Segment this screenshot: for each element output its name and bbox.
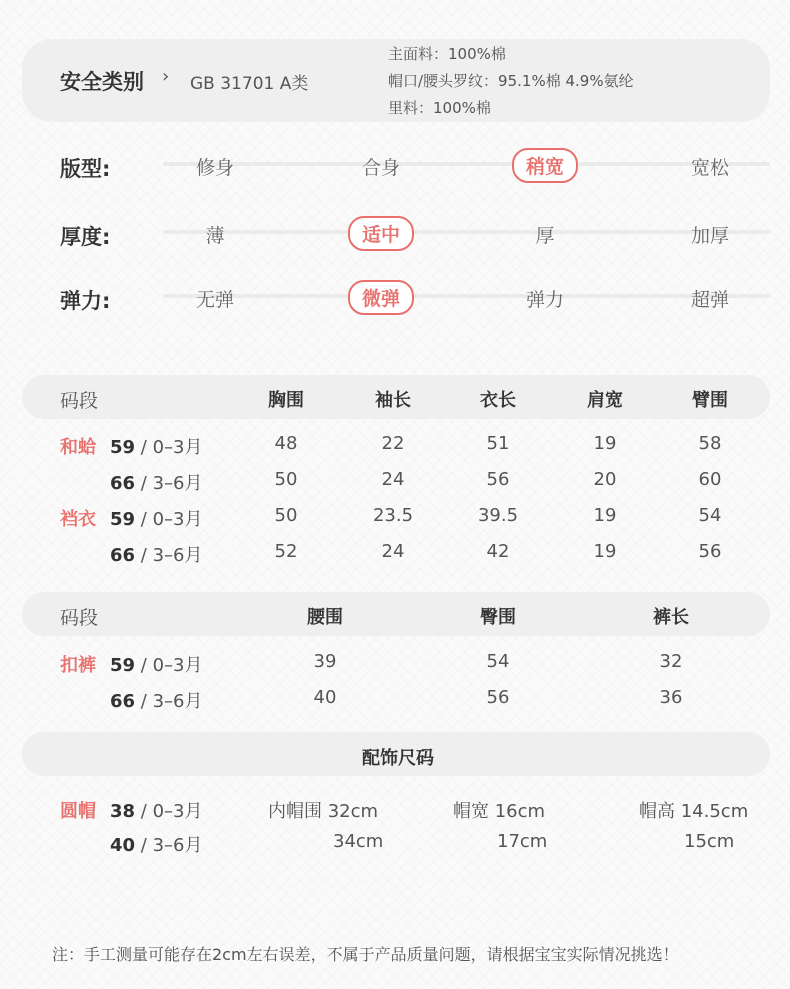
option-slight-stretch-selected: 微弹 xyxy=(348,280,414,315)
table-cell: 54 xyxy=(698,505,722,526)
table-cell: 24 xyxy=(381,469,405,490)
col-shoulder: 肩宽 xyxy=(587,390,623,411)
safety-label: 安全类别 xyxy=(60,70,144,94)
option-no-stretch: 无弹 xyxy=(195,289,235,311)
attribute-label: 厚度: xyxy=(60,225,111,249)
table-cell: 58 xyxy=(698,433,722,454)
table-row-label: 59 / 0–3月 xyxy=(110,437,203,458)
table-cell: 48 xyxy=(274,433,298,454)
disclaimer-note: 注：手工测量可能存在2cm左右误差，不属于产品质量问题，请根据宝宝实际情况挑选！ xyxy=(52,945,679,964)
table-cell: 17cm xyxy=(497,831,548,852)
group-name: 裆衣 xyxy=(60,509,96,530)
table-cell: 19 xyxy=(593,505,617,526)
table-row-label: 66 / 3–6月 xyxy=(110,545,203,566)
table-cell: 56 xyxy=(698,541,722,562)
table-cell: 39.5 xyxy=(477,505,519,526)
table-cell: 36 xyxy=(659,687,683,708)
table-cell: 帽高 14.5cm xyxy=(639,801,749,822)
chevron-right-icon: › xyxy=(162,66,170,87)
attribute-track xyxy=(163,294,770,298)
table-cell: 60 xyxy=(698,469,722,490)
col-arm: 臂围 xyxy=(692,390,728,411)
table-cell: 19 xyxy=(593,433,617,454)
table-cell: 50 xyxy=(274,505,298,526)
option-thin: 薄 xyxy=(205,225,225,247)
table-cell: 34cm xyxy=(333,831,384,852)
col-hip: 臀围 xyxy=(480,607,516,628)
attribute-label: 弹力: xyxy=(60,289,111,313)
accessory-title: 配饰尺码 xyxy=(362,748,434,769)
option-slim: 修身 xyxy=(195,157,235,179)
table-cell: 56 xyxy=(486,469,510,490)
table-cell: 52 xyxy=(274,541,298,562)
table1-header-label: 码段 xyxy=(60,390,99,412)
table2-header-label: 码段 xyxy=(60,607,99,629)
material-lining: 里料：100%棉 xyxy=(388,99,491,117)
option-extra-thick: 加厚 xyxy=(690,225,730,247)
group-name: 扣裤 xyxy=(60,655,96,676)
table-cell: 42 xyxy=(486,541,510,562)
option-loose-selected: 稍宽 xyxy=(512,148,578,183)
table-row-label: 66 / 3–6月 xyxy=(110,473,203,494)
table-cell: 24 xyxy=(381,541,405,562)
table-cell: 内帽围 32cm xyxy=(268,801,379,822)
table-cell: 19 xyxy=(593,541,617,562)
option-relaxed: 宽松 xyxy=(690,157,730,179)
table-cell: 54 xyxy=(486,651,510,672)
table-row-label: 38 / 0–3月 xyxy=(110,801,203,822)
table-cell: 20 xyxy=(593,469,617,490)
material-main: 主面料：100%棉 xyxy=(388,45,506,63)
table-cell: 15cm xyxy=(684,831,735,852)
col-chest: 胸围 xyxy=(268,390,304,411)
option-regular: 合身 xyxy=(361,157,401,179)
attribute-track xyxy=(163,162,770,166)
group-name: 和蛤 xyxy=(60,437,96,458)
option-thick: 厚 xyxy=(535,225,555,247)
table-cell: 56 xyxy=(486,687,510,708)
col-sleeve: 袖长 xyxy=(375,390,411,411)
accessory-name: 圆帽 xyxy=(60,801,96,822)
table-cell: 40 xyxy=(313,687,337,708)
table-row-label: 59 / 0–3月 xyxy=(110,655,203,676)
col-pant-length: 裤长 xyxy=(653,607,689,628)
option-super-stretch: 超弹 xyxy=(690,289,730,311)
table-cell: 22 xyxy=(381,433,405,454)
table-cell: 32 xyxy=(659,651,683,672)
table-row-label: 59 / 0–3月 xyxy=(110,509,203,530)
table-row-label: 66 / 3–6月 xyxy=(110,691,203,712)
table-cell: 39 xyxy=(313,651,337,672)
col-waist: 腰围 xyxy=(307,607,343,628)
attribute-track xyxy=(163,230,770,234)
material-rib: 帽口/腰头罗纹：95.1%棉 4.9%氨纶 xyxy=(388,72,634,90)
option-medium-selected: 适中 xyxy=(348,216,414,251)
table-cell: 23.5 xyxy=(372,505,414,526)
col-length: 衣长 xyxy=(480,390,516,411)
table-cell: 51 xyxy=(486,433,510,454)
table-row-label: 40 / 3–6月 xyxy=(110,835,203,856)
option-stretch: 弹力 xyxy=(525,289,565,311)
table-cell: 50 xyxy=(274,469,298,490)
attribute-label: 版型: xyxy=(60,157,111,181)
table-cell: 帽宽 16cm xyxy=(453,801,546,822)
safety-standard: GB 31701 A类 xyxy=(190,74,309,94)
